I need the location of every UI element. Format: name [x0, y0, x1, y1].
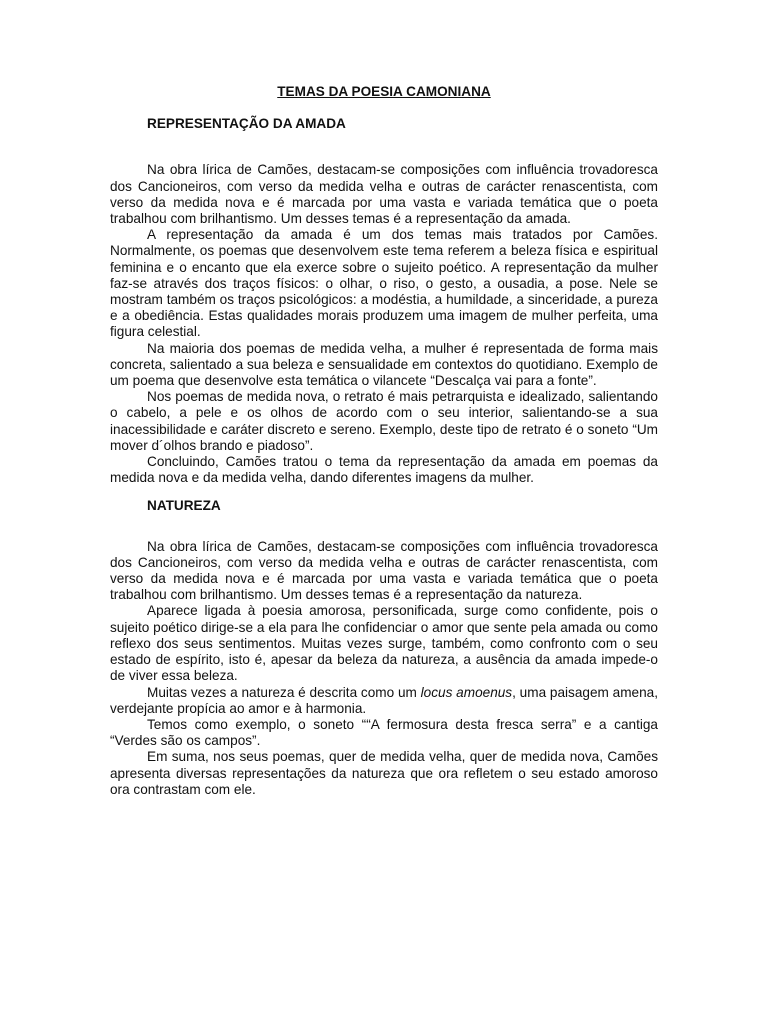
text-run: Muitas vezes a natureza é descrita como um — [147, 684, 421, 700]
paragraph-locus-amoenus — [110, 685, 658, 717]
paragraph: Concluindo, Camões tratou o tema da representação da amada em poemas da medida nova e da medida velha, dando diferentes imagens da mulher. — [110, 454, 658, 486]
section-body-amada — [110, 162, 658, 486]
document-page — [110, 84, 658, 798]
italic-term: locus amoenus — [420, 684, 513, 700]
paragraph: Aparece ligada à poesia amorosa, personificada, surge como confidente, pois o sujeito poético dirige-se a ela para lhe confidenciar o amor que sente pela amada ou como reflexo dos seus sentimentos. Muitas vezes surge, também, como confronto com o seu estado de espírito, isto é, apesar da beleza da natureza, a ausência da amada impede-o de viver essa beleza. — [110, 603, 658, 684]
paragraph: Temos como exemplo, o soneto ““A fermosura desta fresca serra” e a cantiga “Verdes são os campos”. — [110, 716, 658, 749]
document-title: TEMAS DA POESIA CAMONIANA — [277, 84, 491, 99]
paragraph: Na obra lírica de Camões, destacam-se composições com influência trovadoresca dos Cancioneiros, com verso da medida velha e outras de carácter renascentista, com verso da medida nova e é marcada por uma vasta e variada temática que o poeta trabalhou com brilhantismo. Um desses temas é a representação da natureza. — [110, 538, 658, 603]
paragraph: Em suma, nos seus poemas, quer de medida velha, quer de medida nova, Camões apresenta diversas representações da natureza que ora refletem o seu estado amoroso ora contrastam com ele. — [110, 749, 658, 797]
text-run: , uma paisagem amena, verdejante propícia ao amor e à harmonia. — [110, 684, 658, 716]
paragraph: Nos poemas de medida nova, o retrato é mais petrarquista e idealizado, salientando o cabelo, a pele e os olhos de acordo com o seu interior, salientando-se a sua inacessibilidade e caráter discreto e sereno. Exemplo, deste tipo de retrato é o soneto “Um mover d´olhos brando e piadoso”. — [110, 389, 658, 453]
paragraph: Na maioria dos poemas de medida velha, a mulher é representada de forma mais concreta, salientado a sua beleza e sensualidade em contextos do quotidiano. Exemplo de um poema que desenvolve esta temática o vilancete “Descalça vai para a fonte”. — [110, 340, 658, 389]
paragraph: Na obra lírica de Camões, destacam-se composições com influência trovadoresca dos Cancioneiros, com verso da medida velha e outras de carácter renascentista, com verso da medida nova e é marcada por uma vasta e variada temática que o poeta trabalhou com brilhantismo. Um desses temas é a representação da amada. — [110, 162, 658, 227]
paragraph: A representação da amada é um dos temas mais tratados por Camões. Normalmente, os poemas que desenvolvem este tema referem a beleza física e espiritual feminina e o encanto que ela exerce sobre o sujeito poético. A representação da mulher faz-se através dos traços físicos: o olhar, o riso, o gesto, a ousadia, a pose. Nele se mostram também os traços psicológicos: a modéstia, a humildade, a sinceridade, a pureza e a obediência. Estas qualidades morais produzem uma imagem de mulher perfeita, uma figura celestial. — [110, 227, 658, 340]
section-heading-natureza: NATUREZA — [147, 498, 221, 514]
section-heading-amada: REPRESENTAÇÃO DA AMADA — [147, 116, 346, 132]
section-body-natureza — [110, 539, 658, 798]
